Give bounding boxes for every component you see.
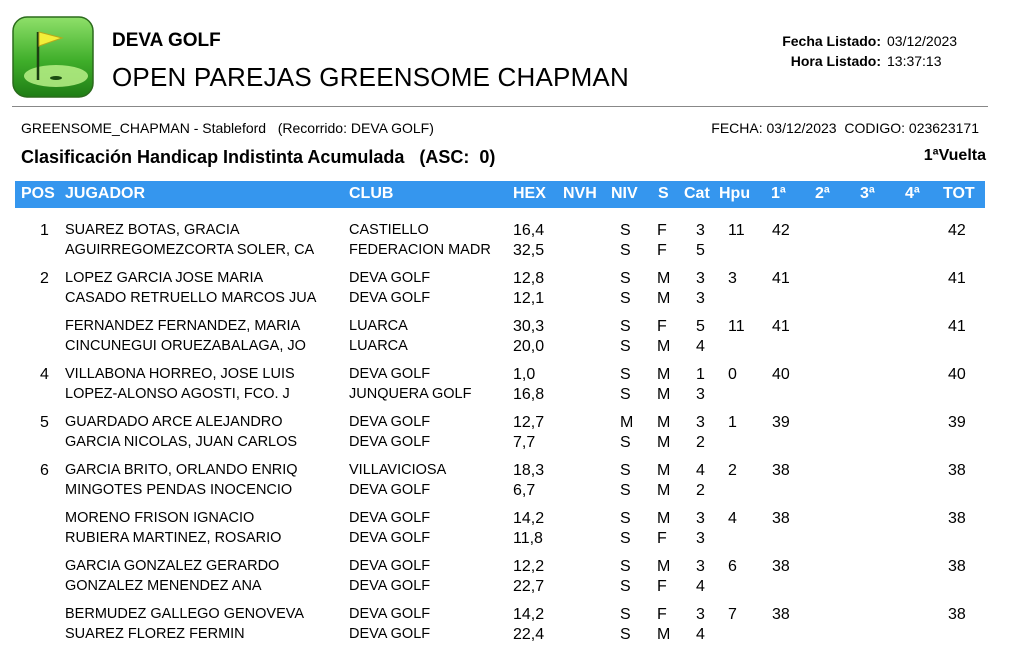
player-2-sex: M — [657, 482, 671, 499]
club-name: DEVA GOLF — [112, 30, 221, 51]
row-position: 1 — [40, 222, 49, 239]
player-2-name: CASADO RETRUELLO MARCOS JUA — [65, 290, 317, 306]
player-2-cat: 4 — [696, 338, 705, 355]
player-1-name: VILLABONA HORREO, JOSE LUIS — [65, 366, 295, 382]
classification-title: Clasificación Handicap Indistinta Acumulada (ASC: 0) — [21, 147, 496, 167]
player-1-cat: 3 — [696, 558, 705, 575]
player-1-niv: M — [620, 414, 634, 431]
row-position: 2 — [40, 270, 49, 287]
player-2-sex: M — [657, 338, 671, 355]
player-2-niv: S — [620, 242, 631, 259]
player-1-club: DEVA GOLF — [349, 270, 431, 286]
total-score: 39 — [948, 414, 966, 431]
player-1-cat: 3 — [696, 414, 705, 431]
player-1-hex: 12,7 — [513, 414, 545, 431]
round-1-score: 40 — [772, 366, 790, 383]
player-1-niv: S — [620, 510, 631, 527]
player-2-sex: M — [657, 434, 671, 451]
player-1-cat: 1 — [696, 366, 705, 383]
player-2-club: DEVA GOLF — [349, 290, 431, 306]
player-1-sex: F — [657, 222, 667, 239]
player-2-club: LUARCA — [349, 338, 408, 354]
player-1-cat: 3 — [696, 510, 705, 527]
row-position: 4 — [40, 366, 49, 383]
player-1-club: VILLAVICIOSA — [349, 462, 447, 478]
total-score: 38 — [948, 462, 966, 479]
table-header — [15, 181, 985, 208]
player-1-sex: M — [657, 510, 671, 527]
player-1-cat: 3 — [696, 222, 705, 239]
player-2-name: CINCUNEGUI ORUEZABALAGA, JO — [65, 338, 306, 354]
player-1-niv: S — [620, 606, 631, 623]
player-2-name: SUAREZ FLOREZ FERMIN — [65, 626, 245, 642]
player-2-hex: 12,1 — [513, 290, 545, 307]
col-round-4: 4ª — [905, 185, 920, 202]
col-tot: TOT — [943, 185, 975, 202]
player-2-cat: 2 — [696, 482, 705, 499]
col-round-2: 2ª — [815, 185, 830, 202]
round-1-score: 38 — [772, 462, 790, 479]
player-2-cat: 4 — [696, 626, 705, 643]
player-1-hex: 14,2 — [513, 606, 545, 623]
round-1-score: 41 — [772, 318, 790, 335]
player-1-name: MORENO FRISON IGNACIO — [65, 510, 255, 526]
table-row — [0, 410, 1023, 458]
player-1-name: GARCIA BRITO, ORLANDO ENRIQ — [65, 462, 298, 478]
round-1-score: 38 — [772, 558, 790, 575]
col-round-1: 1ª — [771, 185, 786, 202]
player-1-hex: 1,0 — [513, 366, 536, 383]
row-position: 5 — [40, 414, 49, 431]
player-1-cat: 3 — [696, 270, 705, 287]
player-1-sex: M — [657, 558, 671, 575]
player-2-hex: 6,7 — [513, 482, 536, 499]
total-score: 41 — [948, 318, 966, 335]
player-2-niv: S — [620, 434, 631, 451]
player-2-hex: 7,7 — [513, 434, 536, 451]
player-2-hex: 20,0 — [513, 338, 545, 355]
player-2-club: DEVA GOLF — [349, 530, 431, 546]
player-2-sex: M — [657, 290, 671, 307]
player-1-name: SUAREZ BOTAS, GRACIA — [65, 222, 240, 238]
table-row — [0, 266, 1023, 314]
player-2-hex: 22,7 — [513, 578, 545, 595]
player-1-cat: 3 — [696, 606, 705, 623]
player-1-club: DEVA GOLF — [349, 414, 431, 430]
player-2-sex: M — [657, 386, 671, 403]
col-hpu: Hpu — [719, 185, 751, 202]
player-1-sex: M — [657, 462, 671, 479]
player-2-cat: 5 — [696, 242, 705, 259]
player-1-club: DEVA GOLF — [349, 366, 431, 382]
player-1-niv: S — [620, 366, 631, 383]
player-2-club: DEVA GOLF — [349, 626, 431, 642]
player-2-club: DEVA GOLF — [349, 434, 431, 450]
total-score: 38 — [948, 510, 966, 527]
total-score: 42 — [948, 222, 966, 239]
player-1-hex: 18,3 — [513, 462, 545, 479]
col-cat: Cat — [684, 185, 710, 202]
fecha-label: Fecha Listado: — [782, 33, 881, 49]
player-1-name: GUARDADO ARCE ALEJANDRO — [65, 414, 283, 430]
table-row — [0, 602, 1023, 650]
player-2-hex: 16,8 — [513, 386, 545, 403]
pair-hpu: 4 — [728, 510, 737, 527]
player-2-hex: 11,8 — [513, 530, 543, 547]
table-row — [0, 554, 1023, 602]
fecha-value: 03/12/2023 — [887, 33, 958, 49]
player-2-cat: 3 — [696, 290, 705, 307]
player-1-sex: M — [657, 366, 671, 383]
table-row — [0, 506, 1023, 554]
total-score: 38 — [948, 558, 966, 575]
col-niv: NIV — [611, 185, 638, 202]
pair-hpu: 0 — [728, 366, 737, 383]
player-2-cat: 3 — [696, 530, 705, 547]
player-1-sex: M — [657, 270, 671, 287]
col-hex: HEX — [513, 185, 546, 202]
player-1-sex: F — [657, 606, 667, 623]
player-1-hex: 12,8 — [513, 270, 545, 287]
round-1-score: 38 — [772, 606, 790, 623]
player-1-niv: S — [620, 558, 631, 575]
player-2-hex: 22,4 — [513, 626, 545, 643]
player-2-club: DEVA GOLF — [349, 482, 431, 498]
player-2-niv: S — [620, 338, 631, 355]
hora-label: Hora Listado: — [790, 53, 881, 69]
col-round-3: 3ª — [860, 185, 875, 202]
player-2-name: GONZALEZ MENENDEZ ANA — [65, 578, 262, 594]
player-2-name: MINGOTES PENDAS INOCENCIO — [65, 482, 293, 498]
competition-info: GREENSOME_CHAPMAN - Stableford (Recorrido: DEVA GOLF) — [21, 120, 434, 136]
player-2-cat: 2 — [696, 434, 705, 451]
player-2-name: GARCIA NICOLAS, JUAN CARLOS — [65, 434, 298, 450]
pair-hpu: 3 — [728, 270, 737, 287]
col-nvh: NVH — [563, 185, 597, 202]
player-2-niv: S — [620, 530, 631, 547]
round-1-score: 41 — [772, 270, 790, 287]
table-row — [0, 362, 1023, 410]
player-2-niv: S — [620, 290, 631, 307]
table-row — [0, 458, 1023, 506]
player-2-niv: S — [620, 482, 631, 499]
round-1-score: 39 — [772, 414, 790, 431]
pair-hpu: 1 — [728, 414, 737, 431]
player-2-sex: F — [657, 530, 667, 547]
player-2-niv: S — [620, 386, 631, 403]
player-1-club: CASTIELLO — [349, 222, 429, 238]
player-2-club: DEVA GOLF — [349, 578, 431, 594]
total-score: 41 — [948, 270, 966, 287]
player-2-name: AGUIRREGOMEZCORTA SOLER, CA — [65, 242, 315, 258]
player-1-hex: 12,2 — [513, 558, 545, 575]
player-1-name: GARCIA GONZALEZ GERARDO — [65, 558, 280, 574]
player-1-niv: S — [620, 318, 631, 335]
player-1-sex: M — [657, 414, 671, 431]
hora-value: 13:37:13 — [887, 53, 942, 69]
player-1-niv: S — [620, 462, 631, 479]
player-1-club: DEVA GOLF — [349, 510, 431, 526]
table-row — [0, 218, 1023, 266]
date-code-info: FECHA: 03/12/2023 CODIGO: 023623171 — [711, 120, 979, 136]
round-1-score: 38 — [772, 510, 790, 527]
round-1-score: 42 — [772, 222, 790, 239]
event-title: OPEN PAREJAS GREENSOME CHAPMAN — [112, 62, 629, 92]
header-divider — [12, 106, 988, 107]
player-2-niv: S — [620, 626, 631, 643]
col-club: CLUB — [349, 185, 394, 202]
pair-hpu: 11 — [728, 318, 745, 335]
col-s: S — [658, 185, 669, 202]
player-1-name: LOPEZ GARCIA JOSE MARIA — [65, 270, 264, 286]
player-2-sex: F — [657, 578, 667, 595]
player-2-niv: S — [620, 578, 631, 595]
player-2-cat: 4 — [696, 578, 705, 595]
player-1-niv: S — [620, 270, 631, 287]
results-table-body — [0, 218, 1023, 650]
golf-flag-logo-icon — [12, 16, 94, 98]
player-1-hex: 16,4 — [513, 222, 545, 239]
total-score: 38 — [948, 606, 966, 623]
player-2-sex: F — [657, 242, 667, 259]
player-2-name: LOPEZ-ALONSO AGOSTI, FCO. J — [65, 386, 290, 402]
listing-meta — [782, 31, 971, 71]
player-2-cat: 3 — [696, 386, 705, 403]
col-pos: POS — [21, 185, 55, 202]
player-2-name: RUBIERA MARTINEZ, ROSARIO — [65, 530, 282, 546]
pair-hpu: 2 — [728, 462, 737, 479]
player-2-club: FEDERACION MADR — [349, 242, 491, 258]
col-jugador: JUGADOR — [65, 185, 146, 202]
row-position: 6 — [40, 462, 49, 479]
player-1-cat: 5 — [696, 318, 705, 335]
total-score: 40 — [948, 366, 966, 383]
player-2-sex: M — [657, 626, 671, 643]
player-2-club: JUNQUERA GOLF — [349, 386, 472, 402]
table-row — [0, 314, 1023, 362]
pair-hpu: 6 — [728, 558, 737, 575]
player-2-hex: 32,5 — [513, 242, 545, 259]
player-1-sex: F — [657, 318, 667, 335]
player-1-hex: 30,3 — [513, 318, 545, 335]
pair-hpu: 11 — [728, 222, 745, 239]
pair-hpu: 7 — [728, 606, 737, 623]
player-1-club: DEVA GOLF — [349, 606, 431, 622]
player-1-club: LUARCA — [349, 318, 408, 334]
player-1-hex: 14,2 — [513, 510, 545, 527]
player-1-cat: 4 — [696, 462, 705, 479]
player-1-name: FERNANDEZ FERNANDEZ, MARIA — [65, 318, 301, 334]
player-1-name: BERMUDEZ GALLEGO GENOVEVA — [65, 606, 305, 622]
player-1-club: DEVA GOLF — [349, 558, 431, 574]
round-label: 1ªVuelta — [923, 147, 986, 164]
player-1-niv: S — [620, 222, 631, 239]
